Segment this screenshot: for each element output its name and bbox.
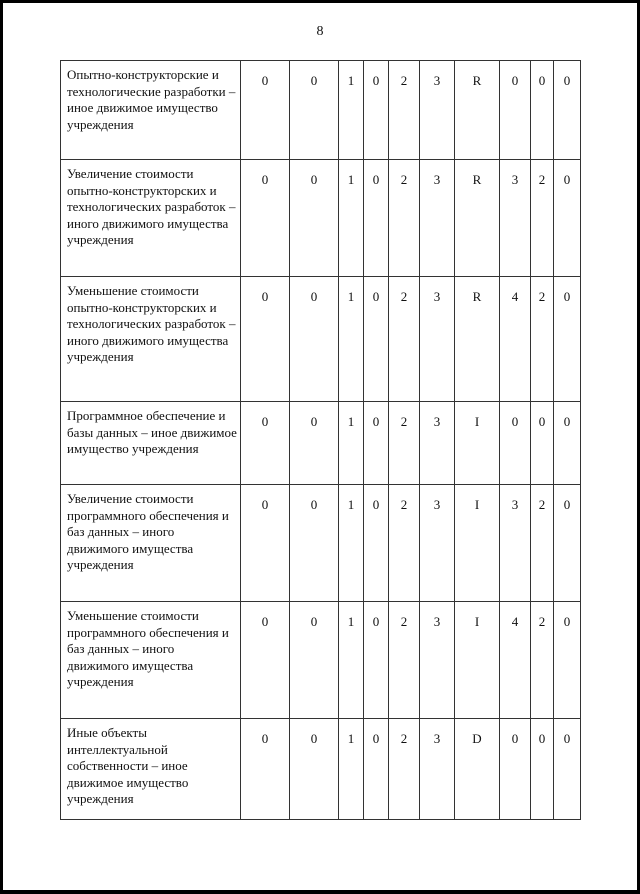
code-digit-cell: 4 [500, 602, 531, 719]
scan-border-bottom [0, 890, 640, 894]
table-row [61, 160, 581, 277]
code-digit-cell: 1 [339, 719, 364, 820]
code-digit-cell: 3 [420, 61, 455, 160]
code-digit-cell: 0 [554, 719, 581, 820]
code-digit-cell: 1 [339, 61, 364, 160]
code-digit-cell: 3 [420, 160, 455, 277]
code-digit-cell: 0 [554, 61, 581, 160]
code-digit-cell: 0 [531, 402, 554, 485]
code-digit-cell: 1 [339, 277, 364, 402]
code-digit-cell: 0 [531, 719, 554, 820]
code-digit-cell: 0 [290, 277, 339, 402]
code-digit-cell: 0 [531, 61, 554, 160]
scan-border-left [0, 0, 3, 894]
code-digit-cell: 0 [364, 61, 389, 160]
code-digit-cell: 3 [420, 602, 455, 719]
code-digit-cell: 0 [554, 277, 581, 402]
code-digit-cell: 0 [241, 485, 290, 602]
code-digit-cell: 1 [339, 602, 364, 719]
row-label: Иные объекты интеллектуальной собственности – иное движимое имущество учреждения [61, 719, 241, 820]
code-digit-cell: D [455, 719, 500, 820]
code-digit-cell: 0 [241, 61, 290, 160]
code-digit-cell: 1 [339, 160, 364, 277]
table-row [61, 61, 581, 160]
code-digit-cell: 0 [241, 719, 290, 820]
code-digit-cell: 0 [290, 602, 339, 719]
code-digit-cell: 0 [241, 277, 290, 402]
code-digit-cell: 2 [389, 402, 420, 485]
code-digit-cell: 0 [364, 485, 389, 602]
row-label: Уменьшение стоимости опытно-конструкторских и технологических разработок – иного движимого имущества учреждения [61, 277, 241, 402]
table-row [61, 719, 581, 820]
code-digit-cell: 0 [364, 719, 389, 820]
code-digit-cell: 0 [364, 602, 389, 719]
account-codes-table [60, 60, 581, 820]
code-digit-cell: 0 [554, 160, 581, 277]
code-digit-cell: 3 [500, 485, 531, 602]
row-label: Опытно-конструкторские и технологические разработки – иное движимое имущество учреждения [61, 61, 241, 160]
code-digit-cell: 0 [241, 602, 290, 719]
code-digit-cell: 0 [290, 719, 339, 820]
code-digit-cell: 0 [241, 160, 290, 277]
row-label: Уменьшение стоимости программного обеспечения и баз данных – иного движимого имущества учреждения [61, 602, 241, 719]
code-digit-cell: 0 [500, 719, 531, 820]
code-digit-cell: 2 [531, 602, 554, 719]
row-label: Увеличение стоимости опытно-конструкторских и технологических разработок – иного движимого имущества учреждения [61, 160, 241, 277]
code-digit-cell: 2 [531, 160, 554, 277]
code-digit-cell: 2 [389, 277, 420, 402]
code-digit-cell: 2 [389, 485, 420, 602]
code-digit-cell: R [455, 160, 500, 277]
table-row [61, 277, 581, 402]
code-digit-cell: 3 [420, 277, 455, 402]
code-digit-cell: 0 [500, 61, 531, 160]
code-digit-cell: 2 [389, 160, 420, 277]
code-digit-cell: I [455, 402, 500, 485]
code-digit-cell: 0 [364, 277, 389, 402]
code-digit-cell: 0 [554, 485, 581, 602]
code-digit-cell: 2 [389, 61, 420, 160]
code-digit-cell: 0 [290, 402, 339, 485]
code-digit-cell: 2 [531, 485, 554, 602]
code-digit-cell: 0 [364, 160, 389, 277]
code-digit-cell: 2 [389, 719, 420, 820]
code-digit-cell: I [455, 602, 500, 719]
code-digit-cell: 1 [339, 402, 364, 485]
code-digit-cell: 1 [339, 485, 364, 602]
code-digit-cell: I [455, 485, 500, 602]
row-label: Увеличение стоимости программного обеспечения и баз данных – иного движимого имущества учреждения [61, 485, 241, 602]
table-body [61, 61, 581, 820]
code-digit-cell: 2 [531, 277, 554, 402]
code-digit-cell: R [455, 61, 500, 160]
code-digit-cell: 0 [554, 602, 581, 719]
table-row [61, 402, 581, 485]
code-digit-cell: 0 [241, 402, 290, 485]
table-row [61, 485, 581, 602]
code-digit-cell: 3 [420, 402, 455, 485]
code-digit-cell: 0 [290, 485, 339, 602]
scan-border-top [0, 0, 640, 3]
table-row [61, 602, 581, 719]
code-digit-cell: 3 [500, 160, 531, 277]
code-digit-cell: 3 [420, 485, 455, 602]
page-number: 8 [316, 24, 324, 39]
row-label: Программное обеспечение и базы данных – иное движимое имущество учреждения [61, 402, 241, 485]
code-digit-cell: 0 [500, 402, 531, 485]
code-digit-cell: 0 [290, 160, 339, 277]
code-digit-cell: 0 [364, 402, 389, 485]
code-digit-cell: R [455, 277, 500, 402]
code-digit-cell: 0 [290, 61, 339, 160]
code-digit-cell: 4 [500, 277, 531, 402]
code-digit-cell: 3 [420, 719, 455, 820]
code-digit-cell: 2 [389, 602, 420, 719]
code-digit-cell: 0 [554, 402, 581, 485]
